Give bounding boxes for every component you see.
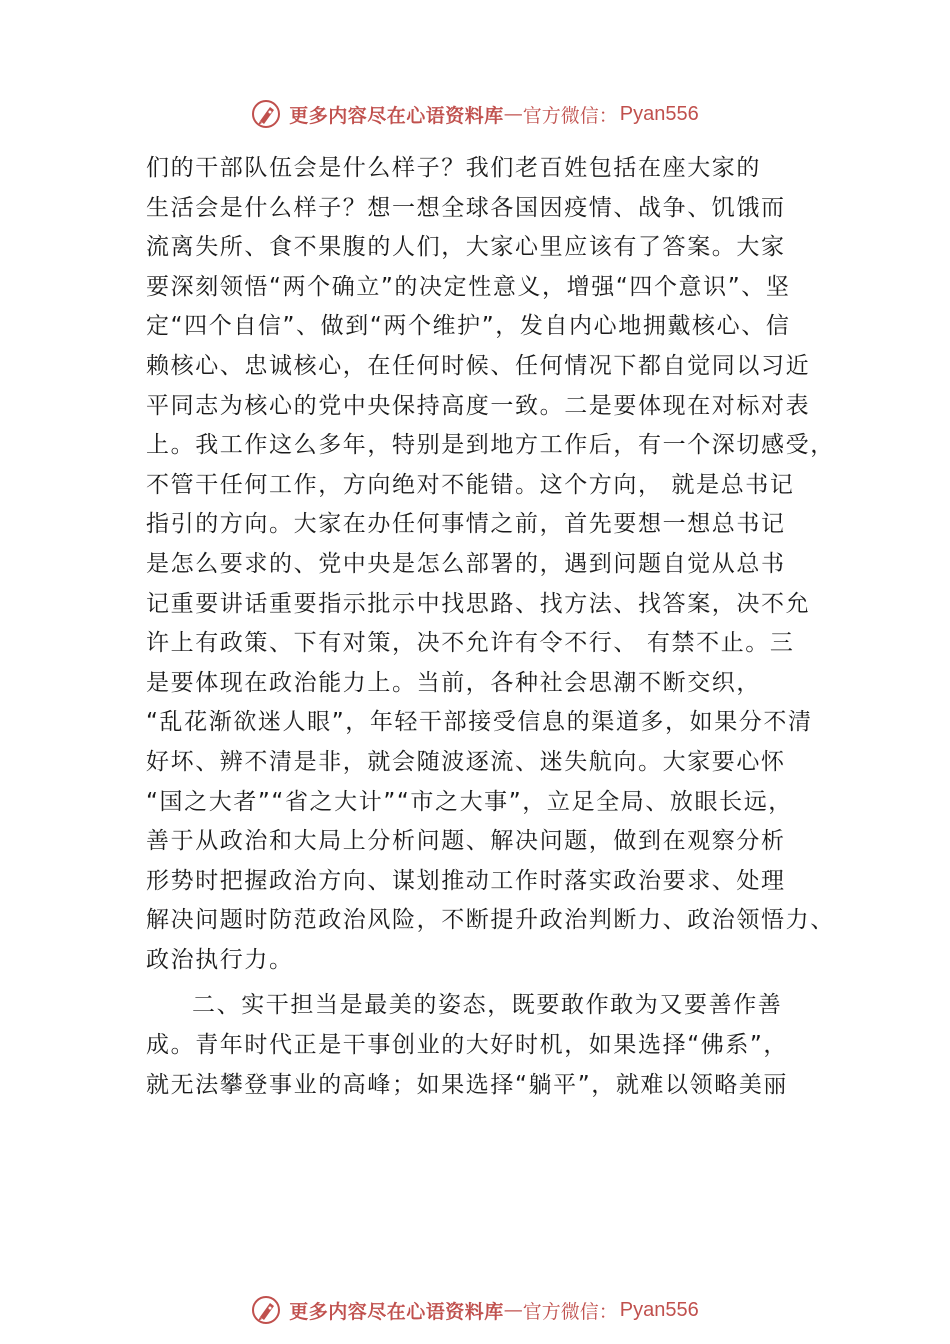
watermark-wechat-label: 官方微信： — [522, 1300, 618, 1323]
text-line: 成。青年时代正是干事创业的大好时机，如果选择“佛系”， — [146, 1032, 789, 1059]
text-line: 二、实干担当是最美的姿态，既要敢作敢为又要善作善 — [192, 992, 783, 1019]
pen-nib-logo-icon — [251, 1295, 281, 1325]
document-body — [146, 149, 835, 1105]
text-line: “国之大者”“省之大计”“市之大事”，立足全局、放眼长远， — [146, 788, 793, 815]
watermark-separator: — — [503, 1299, 523, 1321]
footer-watermark — [0, 1290, 950, 1330]
text-line: 赖核心、忠诚核心，在任何时候、任何情况下都自觉同以习近 — [146, 352, 811, 379]
text-line: 解决问题时防范政治风险，不断提升政治判断力、政治领悟力、 — [146, 907, 835, 934]
text-line: 不管干任何工作，方向绝对不能错。这个方向， 就是总书记 — [146, 471, 795, 498]
text-line: 上。我工作这么多年，特别是到地方工作后，有一个深切感受， — [146, 432, 835, 459]
text-line: 许上有政策、下有对策，决不允许有令不行、 有禁不止。三 — [146, 630, 795, 657]
watermark-separator: — — [503, 103, 523, 125]
text-line: 善于从政治和大局上分析问题、解决问题，做到在观察分析 — [146, 828, 786, 855]
text-line: 好坏、辨不清是非，就会随波逐流、迷失航向。大家要心怀 — [146, 748, 786, 775]
watermark-wechat-label: 官方微信： — [522, 104, 618, 127]
paragraph-1 — [146, 149, 835, 980]
text-line: 是怎么要求的、党中央是怎么部署的，遇到问题自觉从总书 — [146, 550, 786, 577]
watermark-wechat-id: Pyan556 — [619, 102, 699, 125]
text-line: 平同志为核心的党中央保持高度一致。二是要体现在对标对表 — [146, 392, 811, 419]
text-line: 流离失所、食不果腹的人们，大家心里应该有了答案。大家 — [146, 234, 786, 261]
text-line: 形势时把握政治方向、谋划推动工作时落实政治要求、处理 — [146, 867, 786, 894]
text-line: 要深刻领悟“两个确立”的决定性意义，增强“四个意识”、坚 — [146, 273, 791, 300]
text-line: “乱花渐欲迷人眼”，年轻干部接受信息的渠道多，如果分不清 — [146, 709, 813, 736]
pen-nib-logo-icon — [251, 99, 281, 129]
text-line: 就无法攀登事业的高峰；如果选择“躺平”，就难以领略美丽 — [146, 1071, 789, 1098]
header-watermark — [0, 94, 950, 134]
watermark-title: 更多内容尽在心语资料库 — [289, 104, 504, 127]
text-line: 记重要讲话重要指示批示中找思路、找方法、找答案，决不允 — [146, 590, 811, 617]
watermark-wechat-id: Pyan556 — [619, 1298, 699, 1321]
text-line: 指引的方向。大家在办任何事情之前，首先要想一想总书记 — [146, 511, 786, 538]
text-line: 是要体现在政治能力上。当前，各种社会思潮不断交织， — [146, 669, 761, 696]
text-line: 们的干部队伍会是什么样子？我们老百姓包括在座大家的 — [146, 155, 761, 181]
text-line: 生活会是什么样子？想一想全球各国因疫情、战争、饥饿而 — [146, 194, 786, 221]
paragraph-2 — [146, 986, 826, 1105]
text-line: 定“四个自信”、做到“两个维护”，发自内心地拥戴核心、信 — [146, 313, 791, 340]
text-line: 政治执行力。 — [146, 946, 294, 973]
watermark-title: 更多内容尽在心语资料库 — [289, 1300, 504, 1323]
